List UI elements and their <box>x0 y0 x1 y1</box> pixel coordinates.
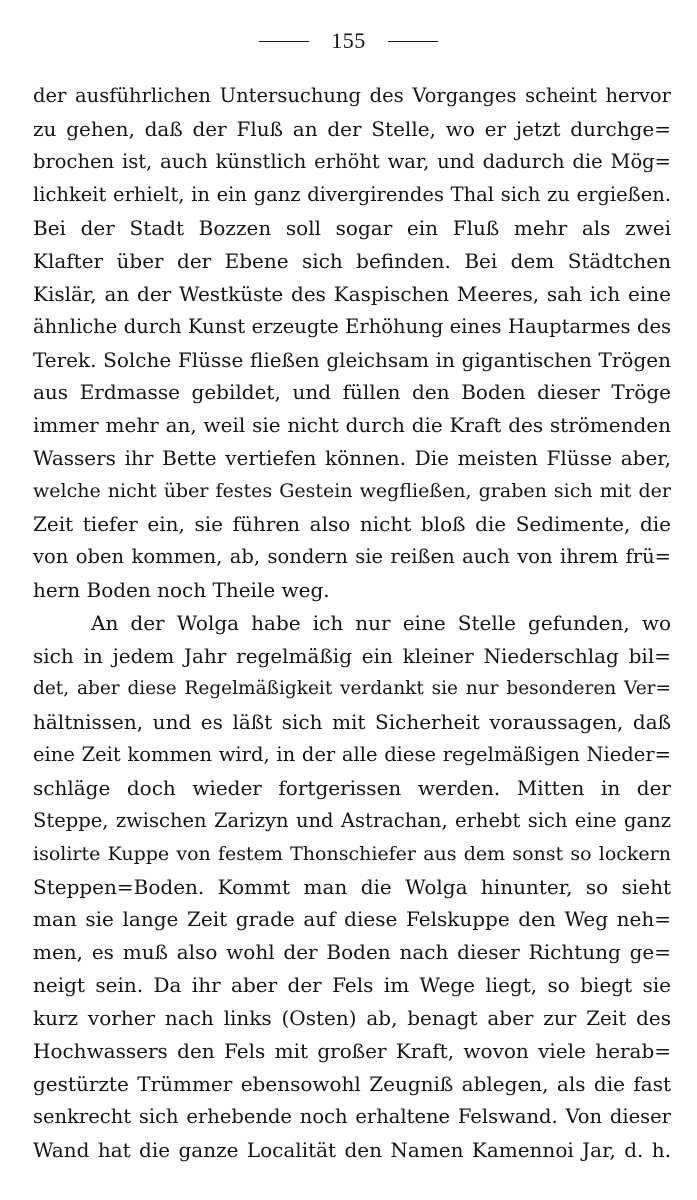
header-rule-right <box>388 41 438 42</box>
page-header <box>0 26 697 56</box>
text-line: aus Erdmasse gebildet, und füllen den Boden dieser Tröge <box>33 380 671 405</box>
text-line: der ausführlichen Untersuchung des Vorganges scheint hervor <box>33 84 671 107</box>
text-line: Steppe, zwischen Zarizyn und Astrachan, erhebt sich eine ganz <box>33 808 671 832</box>
text-line: Wand hat die ganze Localität den Namen Kamennoi Jar, d. h. <box>33 1138 671 1162</box>
text-line: welche nicht über festes Gestein wegfließen, graben sich mit der <box>33 480 671 503</box>
text-line: isolirte Kuppe von festem Thonschiefer aus dem sonst so lockern <box>33 842 671 865</box>
text-line: man sie lange Zeit grade auf diese Felskuppe den Weg neh= <box>33 907 671 932</box>
text-line: lichkeit erhielt, in ein ganz divergirendes Thal sich zu ergießen. <box>33 182 671 206</box>
text-line: Wassers ihr Bette vertiefen können. Die meisten Flüsse aber, <box>33 446 671 471</box>
text-line: kurz vorher nach links (Osten) ab, benagt aber zur Zeit des <box>33 1006 671 1031</box>
body-text <box>33 80 671 1167</box>
text-line: eine Zeit kommen wird, in der alle diese regelmäßigen Nieder= <box>33 742 671 766</box>
text-line-paragraph-start: An der Wolga habe ich nur eine Stelle gefunden, wo <box>91 611 671 635</box>
text-line: Klafter über der Ebene sich befinden. Bei dem Städtchen <box>33 248 671 273</box>
text-line: Terek. Solche Flüsse fließen gleichsam in gigantischen Trögen <box>33 347 671 372</box>
text-line: det, aber diese Regelmäßigkeit verdankt sie nur besonderen Ver= <box>33 677 671 699</box>
text-line: gestürzte Trümmer ebensowohl Zeugniß ablegen, als die fast <box>33 1072 671 1097</box>
text-line: Bei der Stadt Bozzen soll sogar ein Fluß mehr als zwei <box>33 215 671 240</box>
text-line: schläge doch wieder fortgerissen werden. Mitten in der <box>33 775 671 800</box>
text-line: ähnliche durch Kunst erzeugte Erhöhung eines Hauptarmes des <box>33 314 671 338</box>
text-line: senkrecht sich erhebende noch erhaltene Felswand. Von dieser <box>33 1105 671 1129</box>
text-line: Zeit tiefer ein, sie führen also nicht bloß die Sedimente, die <box>33 512 671 537</box>
text-line: sich in jedem Jahr regelmäßig ein kleiner Niederschlag bil= <box>33 643 671 668</box>
text-line: hältnissen, und es läßt sich mit Sicherheit voraussagen, daß <box>33 709 671 734</box>
text-line: Steppen=Boden. Kommt man die Wolga hinunter, so sieht <box>33 874 671 899</box>
header-rule-left <box>259 41 309 42</box>
text-line: neigt sein. Da ihr aber der Fels im Wege liegt, so biegt sie <box>33 973 671 998</box>
text-line: brochen ist, auch künstlich erhöht war, und dadurch die Mög= <box>33 149 671 173</box>
text-line: von oben kommen, ab, sondern sie reißen auch von ihrem frü= <box>33 545 671 569</box>
text-line: Hochwassers den Fels mit großer Kraft, wovon viele herab= <box>33 1039 671 1064</box>
text-line-paragraph-end: hern Boden noch Theile weg. <box>33 578 330 603</box>
text-line: Kislär, an der Westküste des Kaspischen Meeres, sah ich eine <box>33 281 671 306</box>
text-line: immer mehr an, weil sie nicht durch die Kraft des strömenden <box>33 413 671 438</box>
page-number: 155 <box>331 28 366 53</box>
text-line: zu gehen, daß der Fluß an der Stelle, wo er jetzt durchge= <box>33 116 671 141</box>
text-line: men, es muß also wohl der Boden nach dieser Richtung ge= <box>33 940 671 965</box>
